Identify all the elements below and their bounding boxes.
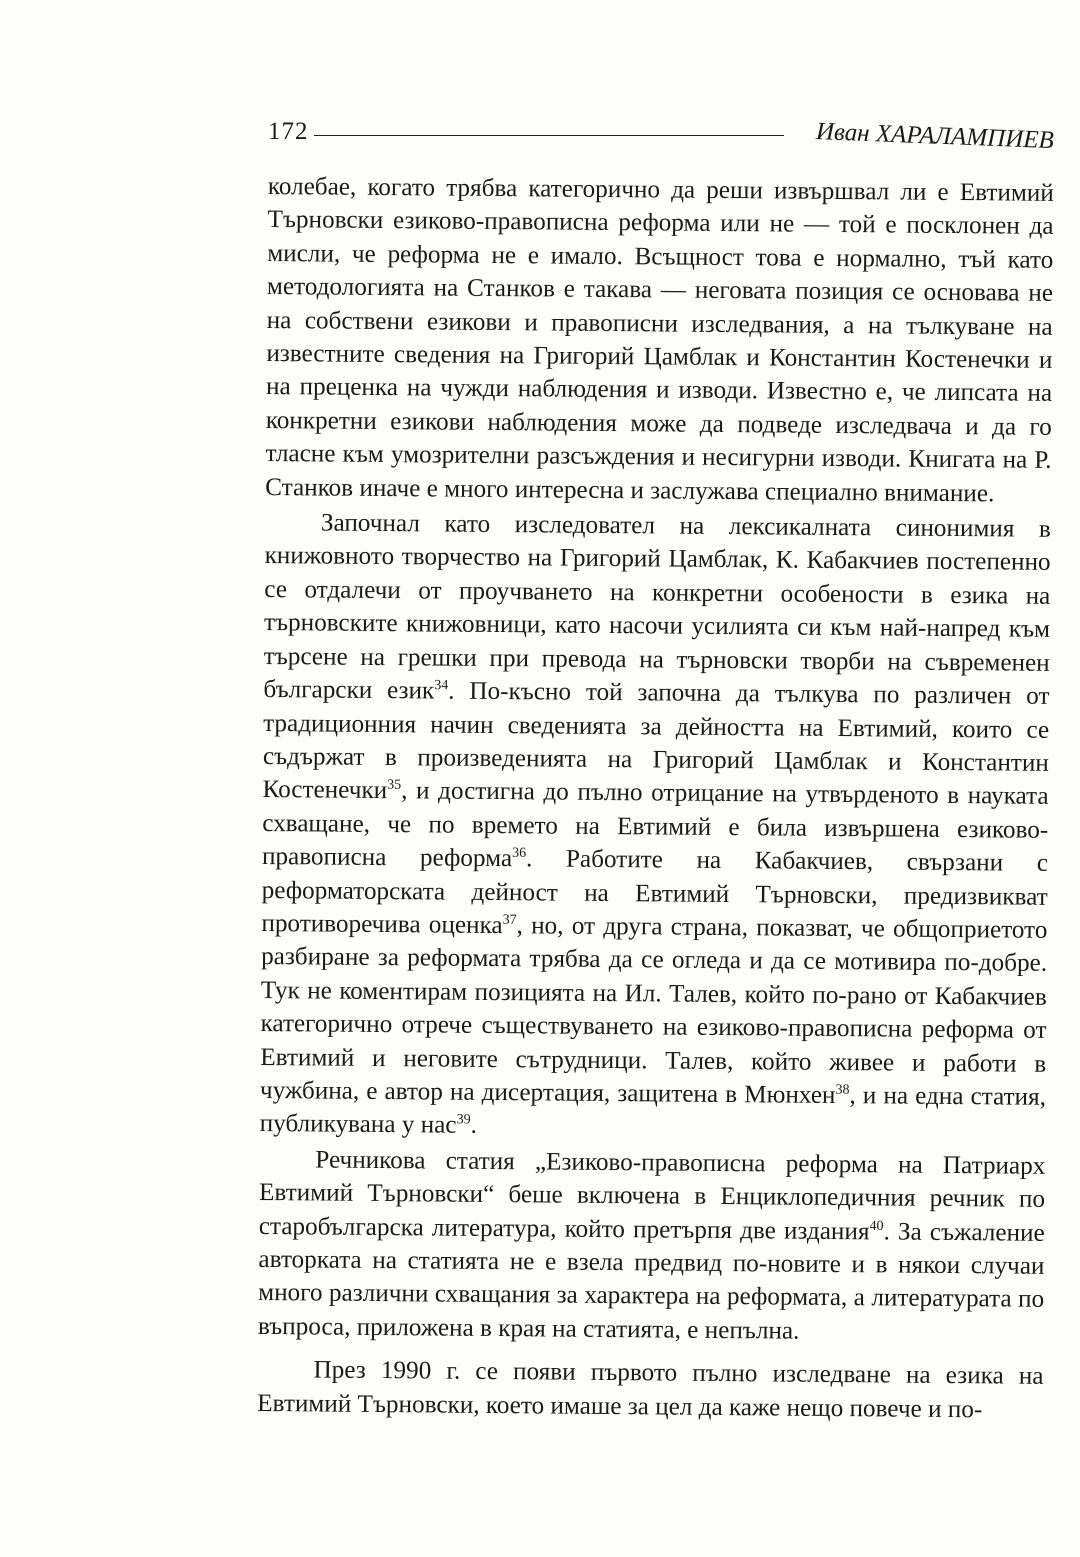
footnote-ref-38: 38 [835, 1082, 850, 1098]
paragraph-1: колебае, когато трябва категорично да реши извършвал ли е Евтимий Търновски езиково-правописна реформа или не — той е посклонен да мисли, че реформа не е имало. Всъщност това е нормално, тъй като методологията на Станков е такава — неговата позиция се основава не на собствени езикови и правописни изследвания, а на тълкуване на известните сведения на Григорий Цамблак и Константин Костенечки и на преценка на чужди наблюдения и изводи. Известно е, че липсата на конкретни езикови наблюдения може да подведе изследвача и да го тласне към умозрителни разсъждения и несигурни изводи. Книгата на Р. Станков иначе е много интересна и заслужава специално внимание. [265, 172, 1054, 508]
text-run: Започнал като изследовател на лексикалната синонимия в книжовното творчество на Григорий Цамблак, К. Кабакчиев постепенно се отдалечи от проучването на конкретни особености в езика на търновските книжовници, като насочи усилията си към най-напред към търсене на грешки при превода на търновски творби на съвременен български език [263, 509, 1052, 705]
footnote-ref-37: 37 [502, 912, 517, 928]
paragraph-2 [260, 506, 1052, 1148]
running-head-author: Иван ХАРАЛАМПИЕВ [815, 118, 1055, 155]
text-run: . [470, 1112, 477, 1140]
footnote-ref-34: 34 [434, 678, 449, 694]
text-run: . По-късно той започна да тълкува по различен от традиционния начин сведенията за дейността на Евтимий, които се съдържат в произведенията на Григорий Цамблак и Константин Костенечки [262, 677, 1050, 805]
running-header [268, 118, 1058, 158]
text-run: , но, от друга страна, показват, че общоприетото разбиране за реформата трябва да се огледа и да се мотивира по-добре. Тук не коментирам позицията на Ил. Талев, който по-рано от Кабакчиев категорично отрече съществуването на езиково-правописна реформа от Евтимий и неговите сътрудници. Талев, който живее и работи в чужбина, е автор на дисертация, защитена в Мюнхен [259, 912, 1048, 1109]
text-run: . За съжаление авторката на статията не е взела предвид по-новите и в някои случаи много различни схващания за характера на реформата, а литературата по въпроса, приложена в края на статията, е непълна. [257, 1218, 1045, 1345]
text-run: Речникова статия „Езиково-правописна реформа на Патриарх Евтимий Търновски“ беше включена в Енциклопедичния речник по старобългарска литература, който претърпя две издания [258, 1146, 1046, 1245]
footnote-ref-36: 36 [512, 845, 527, 862]
text-run: . Работите на Кабакчиев, свързани с реформаторската дейност на Евтимий Търновски, предизвикват противоречива оценка [261, 845, 1049, 940]
text-run: , и достигна до пълно отрицание на утвърденото в науката схващане, че по времето на Евтимий е била извършена езиково-правописна реформа [261, 777, 1049, 873]
footnote-ref-39: 39 [456, 1112, 471, 1128]
paragraph-4: През 1990 г. се появи първото пълно изследване на езика на Евтимий Търновски, което имаше за цел да каже нещо повече и по- [257, 1356, 1044, 1423]
footnote-ref-35: 35 [387, 777, 402, 794]
header-rule [314, 135, 784, 136]
footnote-ref-40: 40 [869, 1218, 884, 1234]
text-run: , и на една статия, публикувана у нас [259, 1082, 1047, 1140]
paragraph-3 [258, 1143, 1046, 1350]
page-number: 172 [268, 118, 309, 145]
body-text [257, 170, 1054, 1427]
